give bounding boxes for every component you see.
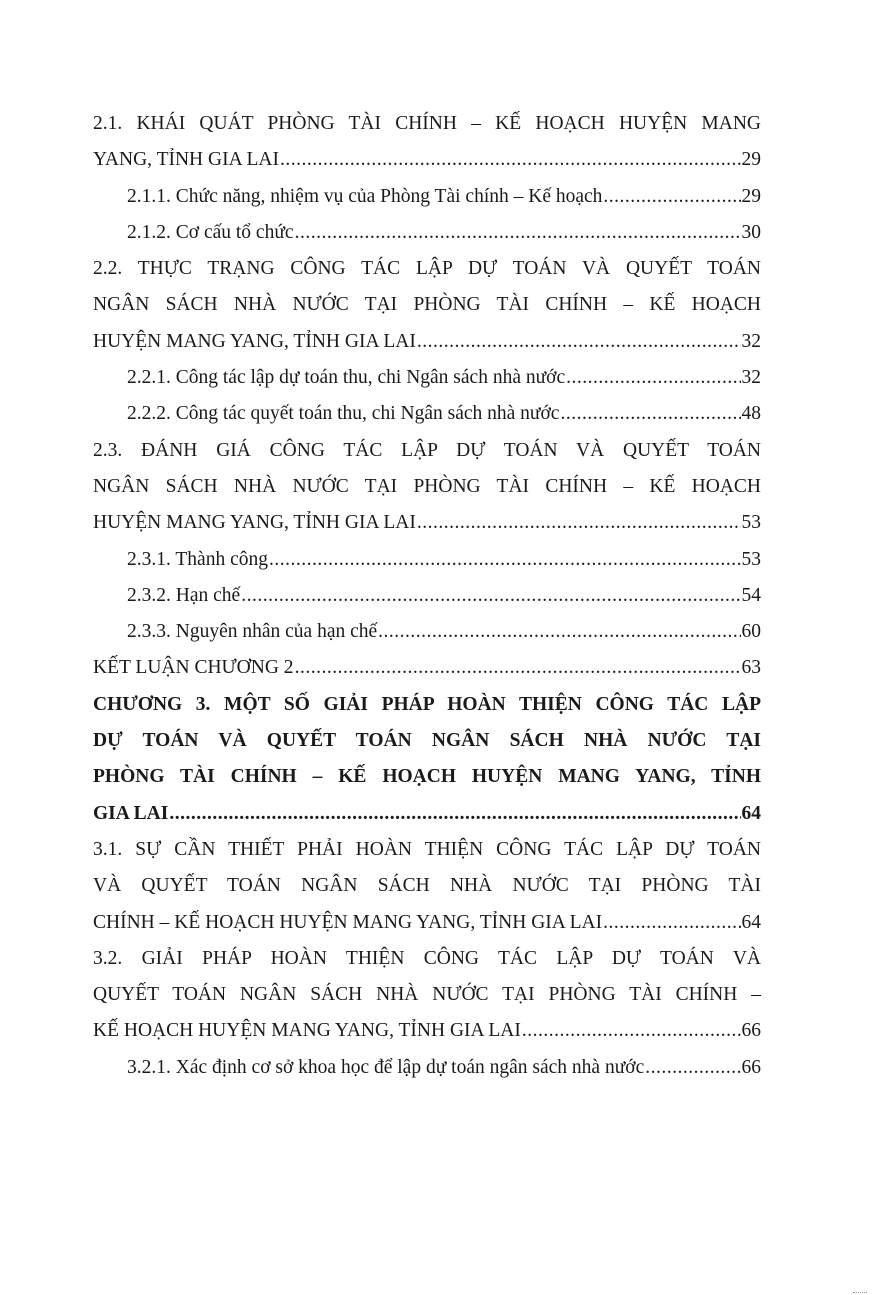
toc-entry[interactable] [93, 941, 761, 1050]
toc-entry[interactable] [93, 251, 761, 360]
toc-entry-line: NGÂN SÁCH NHÀ NƯỚC TẠI PHÒNG TÀI CHÍNH – KẾ HOẠCH [93, 294, 761, 316]
toc-entry-title: YANG, TỈNH GIA LAI [93, 149, 279, 171]
toc-entry-line: 3.2. GIẢI PHÁP HOÀN THIỆN CÔNG TÁC LẬP DỰ TOÁN VÀ [93, 947, 761, 969]
toc-entry-line: PHÒNG TÀI CHÍNH – KẾ HOẠCH HUYỆN MANG YANG, TỈNH [93, 766, 761, 788]
toc-entry-title: 2.2.1. Công tác lập dự toán thu, chi Ngân sách nhà nước [127, 367, 566, 389]
toc-page-number: 53 [741, 512, 761, 534]
table-of-contents [93, 106, 761, 1086]
toc-page-number: 66 [741, 1020, 761, 1042]
toc-page-number: 29 [741, 185, 761, 207]
toc-entry[interactable] [93, 650, 761, 686]
toc-dot-leader [566, 360, 740, 396]
toc-entry-last-line [93, 1013, 761, 1049]
toc-entry-title: 2.3.3. Nguyên nhân của hạn chế [127, 621, 378, 643]
toc-entry-title: 2.2.2. Công tác quyết toán thu, chi Ngân sách nhà nước [127, 403, 560, 425]
toc-page-number: 30 [741, 221, 761, 243]
toc-entry-line: QUYẾT TOÁN NGÂN SÁCH NHÀ NƯỚC TẠI PHÒNG TÀI CHÍNH – [93, 984, 761, 1006]
toc-page-number: 29 [741, 149, 761, 171]
toc-entry-last-line [93, 324, 761, 360]
toc-dot-leader [295, 650, 741, 686]
toc-entry-line: 2.2. THỰC TRẠNG CÔNG TÁC LẬP DỰ TOÁN VÀ QUYẾT TOÁN [93, 258, 761, 280]
toc-entry[interactable] [93, 106, 761, 179]
toc-entry-line: CHƯƠNG 3. MỘT SỐ GIẢI PHÁP HOÀN THIỆN CÔNG TÁC LẬP [93, 693, 761, 715]
toc-entry-last-line [93, 650, 761, 686]
toc-dot-leader [378, 614, 740, 650]
toc-entry[interactable] [93, 433, 761, 542]
toc-page-number: 63 [741, 657, 761, 679]
toc-dot-leader [522, 1013, 741, 1049]
toc-dot-leader [603, 905, 740, 941]
toc-entry-last-line [127, 542, 761, 578]
toc-entry-title: CHÍNH – KẾ HOẠCH HUYỆN MANG YANG, TỈNH GIA LAI [93, 911, 603, 933]
toc-page-number: 60 [741, 621, 761, 643]
toc-entry[interactable] [93, 687, 761, 832]
toc-entry-title: HUYỆN MANG YANG, TỈNH GIA LAI [93, 330, 416, 352]
toc-entry-last-line [127, 578, 761, 614]
toc-entry-last-line [93, 905, 761, 941]
toc-entry-title: 2.1.1. Chức năng, nhiệm vụ của Phòng Tài chính – Kế hoạch [127, 185, 603, 207]
toc-dot-leader [295, 215, 741, 251]
toc-entry-last-line [93, 796, 761, 832]
toc-dot-leader [417, 505, 741, 541]
toc-entry-title: 2.1.2. Cơ cấu tổ chức [127, 221, 294, 243]
toc-page-number: 54 [741, 584, 761, 606]
toc-entry[interactable] [93, 396, 761, 432]
toc-dot-leader [280, 142, 741, 178]
toc-entry-title: 2.3.2. Hạn chế [127, 584, 241, 606]
toc-entry-title: KẾT LUẬN CHƯƠNG 2 [93, 657, 294, 679]
toc-entry-title: 3.2.1. Xác định cơ sở khoa học để lập dự toán ngân sách nhà nước [127, 1056, 645, 1078]
toc-dot-leader [560, 396, 740, 432]
toc-entry-line: 2.1. KHÁI QUÁT PHÒNG TÀI CHÍNH – KẾ HOẠCH HUYỆN MANG [93, 113, 761, 134]
page-corner-mark [853, 1290, 867, 1293]
toc-dot-leader [645, 1050, 740, 1086]
toc-entry-last-line [127, 396, 761, 432]
toc-entry-line: VÀ QUYẾT TOÁN NGÂN SÁCH NHÀ NƯỚC TẠI PHÒNG TÀI [93, 875, 761, 897]
toc-entry-last-line [93, 142, 761, 178]
toc-entry-line: 3.1. SỰ CẦN THIẾT PHẢI HOÀN THIỆN CÔNG TÁC LẬP DỰ TOÁN [93, 838, 761, 860]
toc-entry-title: HUYỆN MANG YANG, TỈNH GIA LAI [93, 512, 416, 534]
toc-entry-last-line [93, 505, 761, 541]
toc-entry[interactable] [93, 832, 761, 941]
toc-entry-title: KẾ HOẠCH HUYỆN MANG YANG, TỈNH GIA LAI [93, 1020, 521, 1042]
toc-entry-line: 2.3. ĐÁNH GIÁ CÔNG TÁC LẬP DỰ TOÁN VÀ QUYẾT TOÁN [93, 439, 761, 461]
toc-dot-leader [241, 578, 740, 614]
toc-page-number: 53 [741, 548, 761, 570]
toc-page-number: 32 [741, 330, 761, 352]
toc-entry-title: GIA LAI [93, 802, 169, 824]
toc-entry[interactable] [93, 578, 761, 614]
toc-entry-title: 2.3.1. Thành công [127, 548, 268, 570]
toc-entry[interactable] [93, 542, 761, 578]
toc-page-number: 32 [741, 367, 761, 389]
toc-entry-line: DỰ TOÁN VÀ QUYẾT TOÁN NGÂN SÁCH NHÀ NƯỚC TẠI [93, 730, 761, 752]
toc-dot-leader [417, 324, 741, 360]
toc-entry-last-line [127, 179, 761, 215]
toc-entry[interactable] [93, 179, 761, 215]
toc-entry-last-line [127, 1050, 761, 1086]
toc-entry[interactable] [93, 1050, 761, 1086]
toc-page-number: 48 [741, 403, 761, 425]
toc-entry[interactable] [93, 215, 761, 251]
toc-page-number: 66 [741, 1056, 761, 1078]
toc-page-number: 64 [741, 802, 761, 824]
toc-page-number: 64 [741, 911, 761, 933]
toc-dot-leader [269, 542, 741, 578]
toc-entry[interactable] [93, 614, 761, 650]
toc-dot-leader [169, 796, 740, 832]
toc-entry-last-line [127, 215, 761, 251]
toc-entry-line: NGÂN SÁCH NHÀ NƯỚC TẠI PHÒNG TÀI CHÍNH – KẾ HOẠCH [93, 475, 761, 497]
toc-entry-last-line [127, 360, 761, 396]
toc-dot-leader [603, 179, 740, 215]
toc-entry-last-line [127, 614, 761, 650]
toc-entry[interactable] [93, 360, 761, 396]
